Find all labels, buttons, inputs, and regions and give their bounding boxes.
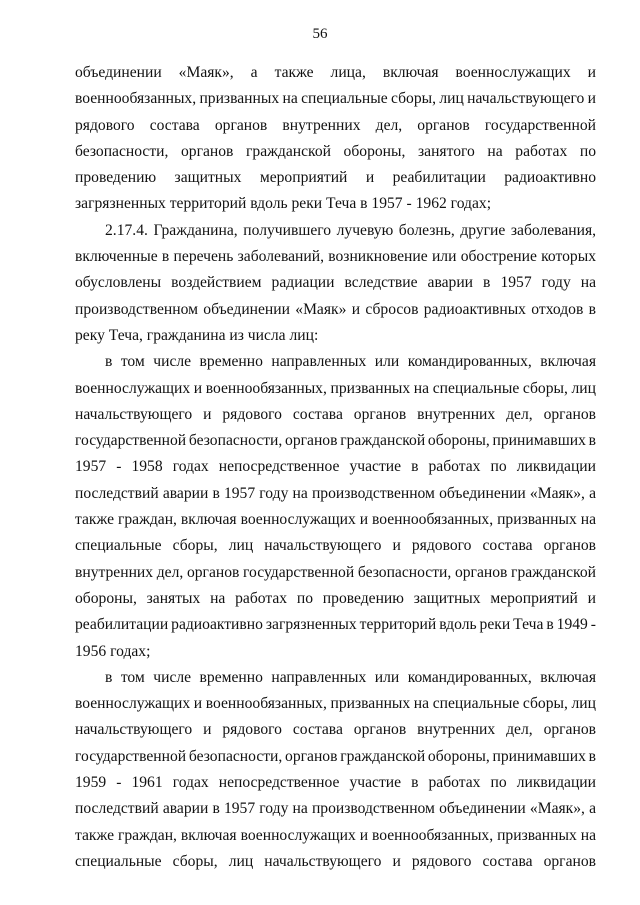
text-line: военнообязанных, призванных на специальные сборы, лиц начальствующего и [75, 90, 597, 108]
text-line: 1957 - 1958 годах непосредственное участие в работах по ликвидации [75, 458, 596, 476]
text-line: обусловлены воздействием радиации вследствие аварии в 1957 году на [75, 274, 597, 292]
paragraph [75, 349, 596, 665]
text-line: загрязненных территорий вдоль реки Теча в 1957 - 1962 годах; [75, 195, 492, 213]
text-line: внутренних дел, органов государственной безопасности, органов гражданской [75, 563, 596, 581]
text-line: 1956 годах; [75, 642, 151, 660]
text-line: реку Теча, гражданина из числа лиц: [75, 326, 319, 344]
text-line: последствий аварии в 1957 году на производственном объединении «Маяк», а [75, 484, 597, 502]
paragraph [75, 60, 596, 218]
text-line: начальствующего и рядового состава органов внутренних дел, органов [75, 721, 596, 739]
text-line: начальствующего и рядового состава органов внутренних дел, органов [75, 405, 596, 423]
text-line: также граждан, включая военнослужащих и военнообязанных, призванных на [75, 511, 596, 529]
text-line: специальные сборы, лиц начальствующего и рядового состава органов [75, 537, 597, 555]
text-line: государственной безопасности, органов гражданской обороны, принимавших в [75, 747, 597, 765]
text-line: обороны, занятых на работах по проведению защитных мероприятий и [75, 589, 597, 607]
text-line: в том числе временно направленных или командированных, включая [105, 353, 596, 371]
document-body [75, 60, 596, 875]
page-number: 56 [312, 26, 328, 42]
text-line: безопасности, органов гражданской обороны, занятого на работах по [75, 142, 596, 160]
text-line: военнослужащих и военнообязанных, призванных на специальные сборы, лиц [75, 695, 596, 713]
text-line: последствий аварии в 1957 году на производственном объединении «Маяк», а [75, 800, 597, 818]
text-line: также граждан, включая военнослужащих и военнообязанных, призванных на [75, 826, 596, 844]
text-line: реабилитации радиоактивно загрязненных территорий вдоль реки Теча в 1949 - [75, 616, 596, 634]
text-line: рядового состава органов внутренних дел, органов государственной [75, 116, 596, 134]
paragraph [75, 218, 596, 349]
text-line: 2.17.4. Гражданина, получившего лучевую болезнь, другие заболевания, [105, 221, 597, 239]
text-line: 1959 - 1961 годах непосредственное участие в работах по ликвидации [75, 774, 596, 792]
text-line: объединении «Маяк», а также лица, включая военнослужащих и [75, 64, 597, 81]
paragraph [75, 665, 596, 875]
text-line: в том числе временно направленных или командированных, включая [105, 668, 596, 686]
text-line: включенные в перечень заболеваний, возникновение или обострение которых [75, 248, 596, 266]
text-line: специальные сборы, лиц начальствующего и рядового состава органов [75, 852, 597, 870]
text-line: государственной безопасности, органов гражданской обороны, принимавших в [75, 432, 597, 450]
text-line: проведению защитных мероприятий и реабилитации радиоактивно [75, 169, 596, 187]
text-line: производственном объединении «Маяк» и сбросов радиоактивных отходов в [75, 300, 596, 318]
text-line: военнослужащих и военнообязанных, призванных на специальные сборы, лиц [75, 379, 596, 397]
